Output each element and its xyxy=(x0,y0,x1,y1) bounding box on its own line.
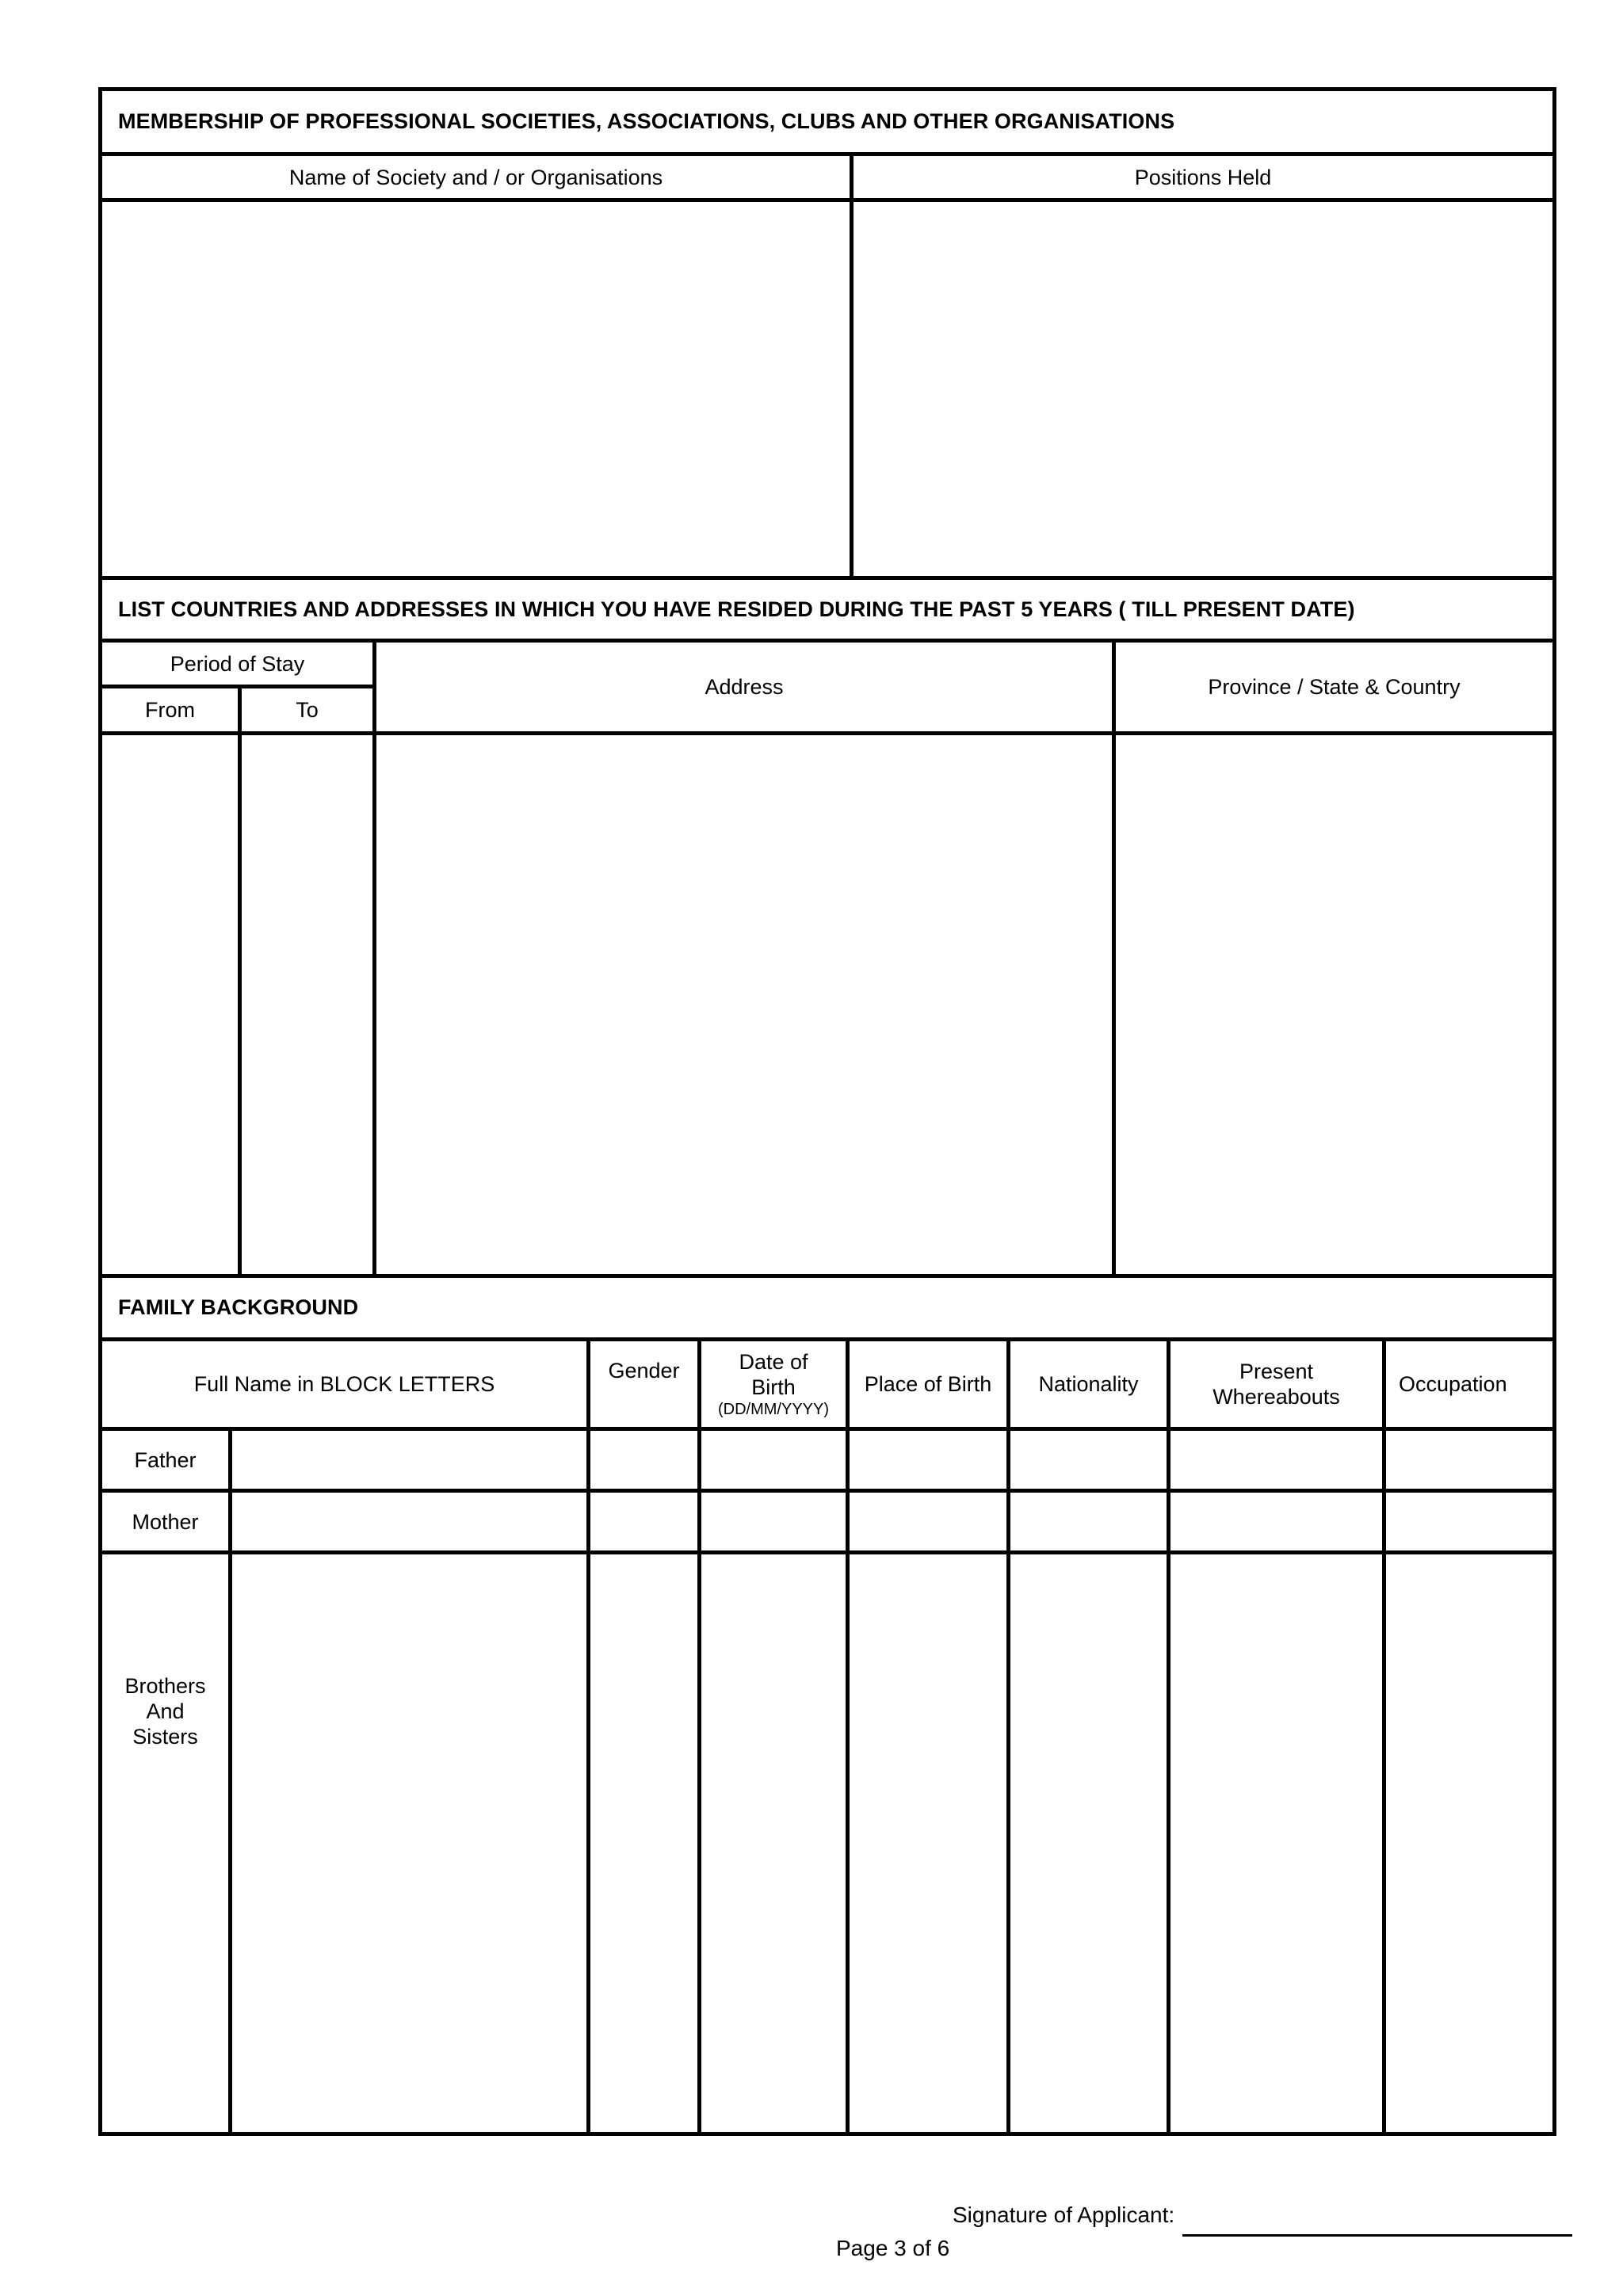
gender-header: Gender xyxy=(608,1359,680,1383)
signature-label: Signature of Applicant: xyxy=(953,2203,1175,2227)
application-form-page xyxy=(98,87,1556,2136)
membership-col-name-header: Name of Society and / or Organisations xyxy=(288,165,663,189)
father-row-label: Father xyxy=(134,1447,197,1472)
present-whereabouts-header xyxy=(1170,1341,1382,1427)
siblings-details-field[interactable] xyxy=(232,1554,1552,2136)
province-state-country-header: Province / State & Country xyxy=(1208,675,1461,699)
membership-positions-field[interactable] xyxy=(854,202,1552,576)
membership-section-title: MEMBERSHIP OF PROFESSIONAL SOCIETIES, ASSOCIATIONS, CLUBS AND OTHER ORGANISATIONS xyxy=(118,109,1175,133)
whereabouts-label-line1: Present xyxy=(1239,1360,1314,1383)
signature-line-field[interactable] xyxy=(1182,2234,1572,2237)
whereabouts-label-line2: Whereabouts xyxy=(1212,1385,1340,1409)
siblings-label-line1: Brothers xyxy=(124,1674,206,1698)
dob-label-line1: Date of xyxy=(739,1350,808,1374)
siblings-label-line2: And xyxy=(146,1699,185,1723)
full-name-header: Full Name in BLOCK LETTERS xyxy=(193,1372,495,1396)
place-of-birth-header: Place of Birth xyxy=(864,1372,992,1396)
mother-row-label: Mother xyxy=(132,1509,199,1534)
address-header: Address xyxy=(705,675,784,699)
mother-details-field[interactable] xyxy=(232,1493,1552,1550)
family-section-title: FAMILY BACKGROUND xyxy=(118,1295,359,1319)
occupation-header: Occupation xyxy=(1399,1372,1507,1396)
dob-format-hint: (DD/MM/YYYY) xyxy=(718,1401,829,1418)
residence-address-field[interactable] xyxy=(376,735,1112,1274)
residence-to-field[interactable] xyxy=(242,735,372,1274)
siblings-label-line3: Sisters xyxy=(132,1725,198,1749)
date-of-birth-header xyxy=(701,1341,846,1427)
page-number: Page 3 of 6 xyxy=(836,2236,950,2260)
residence-province-field[interactable] xyxy=(1116,735,1552,1274)
residence-from-field[interactable] xyxy=(102,735,238,1274)
nationality-header: Nationality xyxy=(1038,1372,1139,1396)
from-header: From xyxy=(145,698,195,722)
dob-label-line2: Birth xyxy=(751,1375,796,1399)
father-details-field[interactable] xyxy=(232,1431,1552,1489)
residence-section-title: LIST COUNTRIES AND ADDRESSES IN WHICH YOU HAVE RESIDED DURING THE PAST 5 YEARS ( TILL PRESENT DATE) xyxy=(118,597,1355,621)
period-of-stay-header: Period of Stay xyxy=(170,651,305,676)
membership-col-positions-header: Positions Held xyxy=(1134,165,1272,189)
to-header: To xyxy=(296,698,319,722)
membership-organisation-field[interactable] xyxy=(102,202,850,576)
siblings-row-label xyxy=(102,1668,228,1755)
